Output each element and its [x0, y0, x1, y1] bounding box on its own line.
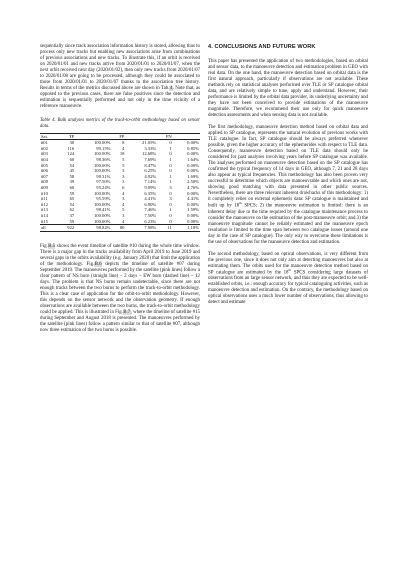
paragraph-bulk-processing [40, 44, 200, 110]
table-cell: 7.69% [144, 156, 157, 162]
table-cell: 0.85% [187, 145, 199, 151]
table-cell: 0 [169, 162, 172, 168]
table-cell: 6.35% [144, 190, 157, 196]
header-fp: FP [119, 133, 125, 139]
table-cell: 100.00% [94, 151, 111, 157]
table-cell: 1.64% [187, 156, 199, 162]
table-cell: 1.69% [187, 173, 199, 179]
table-cell: 60 [69, 156, 75, 162]
table-cell: #13 [41, 207, 48, 213]
table-cell: 100.00% [94, 201, 111, 207]
table-cell: 0 [169, 218, 172, 224]
table-cell: 98.31% [96, 173, 111, 179]
superscript: th [239, 201, 242, 205]
table-cell: 98.41% [96, 207, 111, 213]
table-cell: 21.05% [142, 140, 157, 146]
table-cell: 100.00% [94, 140, 111, 146]
superscript: th [288, 267, 292, 272]
table-cell: 0.00% [187, 168, 199, 174]
table-cell: 9.09% [144, 184, 157, 190]
table-cell: #01 [41, 140, 48, 146]
table-cell: 5 [122, 207, 125, 213]
table-cell: 1 [169, 145, 172, 151]
table-cell: 6.90% [144, 201, 157, 207]
table-cell: 1 [169, 207, 172, 213]
paragraph-conclusions-intro: This paper has presented the application of two methodologies, based on orbital and sensor data, to the manoeuvre detection and estimation problem in GEO with real data. On the one hand, the manoeuvre detection based on orbital data is the first natural approach, particularly if observations are not available. These methods rely on statistical analyses performed over TLE or SP catalogue orbital data, and are relatively simple to tune, apply and understand. However, their performance is limited by the orbital data provider, its underlying uncertainty and they have not been conceived to provide estimations of the manoeuvre magnitude. Therefore, we recommend their use only for quick manoeuvre detection assessments and when sensing data is not available. [208, 59, 368, 118]
table-cell: 3 [122, 173, 125, 179]
table-cell: 0.00% [187, 162, 199, 168]
left-column [40, 44, 200, 334]
table-cell: 8.47% [144, 162, 157, 168]
table-cell: 3 [169, 184, 172, 190]
table-cell: 4 [122, 145, 125, 151]
table-cell: 95.24% [96, 184, 111, 190]
table-cell: 1 [169, 173, 172, 179]
paragraph-text: SPCS considering large datasets of observations from an large sensor network, and thus they are expected to be well-established orbits, i.e.: enough accuracy for typical cataloguing activities, such as manoeuvre detection and estimation. On the contrary, the methodology based on optical observations uses a much lower number of observations, thus allowing to detect and estimate [208, 270, 368, 306]
table-cell: 0 [169, 151, 172, 157]
header-tp: TP [68, 133, 75, 139]
table-cell: 0.00% [187, 218, 199, 224]
table-cell: 62 [69, 207, 75, 213]
paragraph-text: sequentially since track association information history is stored, allowing thus to process only new tracks but enabling new associations arise from combinations of previous associations and new tracks. To illustrate this, if an orbit is received on 2020/01/01 and new tracks arrive from 2020/01/01 to 2020/01/07, when the next orbit received next day (2020/01/02), then only new tracks from 2020/01/07 to 2020/01/08 are going to be processed, although they could be associated to those from 2020/01/01 to 2020/01/07 thanks to the association tree history. Results in terms of the metrics discussed above are shown in Tab. [40, 44, 200, 91]
table-cell: 12.68% [142, 151, 157, 157]
table-cell: 0.00% [187, 151, 199, 157]
table-cell: #12 [41, 201, 48, 207]
section-heading: 4. CONCLUSIONS AND FUTURE WORK [208, 44, 316, 50]
header-tp-pct [75, 133, 111, 140]
table-cell: 39 [69, 179, 75, 185]
table-cell: 116 [67, 145, 75, 151]
footer-cell: 11 [167, 225, 172, 231]
table-cell: 30 [69, 140, 75, 146]
metrics-table [40, 133, 200, 232]
table-cell: #09 [41, 184, 48, 190]
table-cell: #11 [41, 196, 48, 202]
paragraph-second-methodology [208, 252, 368, 307]
header-fp-pct [125, 133, 157, 140]
table-cell: 0.00% [187, 190, 199, 196]
table-cell: 6.25% [144, 168, 157, 174]
table-cell: 100.00% [94, 168, 111, 174]
paragraph-text: . Note that, as opposed to the previous cases, there are false positives since the detection and estimation is sequentially performed and not only in the time vicinity of a reference manoeuvre. [40, 86, 200, 109]
table-cell: 0 [169, 168, 172, 174]
table-cell: 4.92% [144, 173, 157, 179]
paragraph-text: SPCS; 2) the manoeuvre estimation is limited: there is an inherent delay due to the time required by the catalogue maintenance process to consider the manoeuvre on the estimation of the post-manoeuvre orbit; and 3) the manoeuvre magnitude cannot be reliably estimated and the manoeuvre epoch resolution is limited to the time span between two catalogue issues (around one day in the case of SP catalogue). The only way to overcome these limitations is the use of observations for the manoeuvre detection and estimation. [208, 203, 368, 245]
paragraph-text: shows the event timeline of satellite #10 during the whole time window. There is a major gap in the tracks availability from April 2019 to June 2019 and several gaps in the orbits availability (e.g. January 2020) that limit the application of the methodology. Fig. [40, 243, 200, 267]
table-cell: 37 [69, 212, 75, 218]
table-cell: 3.33% [144, 145, 157, 151]
table-cell: #04 [41, 156, 48, 162]
table-cell: 0.00% [187, 140, 199, 146]
table-cell: 4 [122, 218, 125, 224]
table-cell: 124 [67, 151, 75, 157]
table-caption: Table 4. Bulk analyses metrics of the track-to-orbit methodology based on sensor data. [40, 118, 200, 129]
table-cell: 97.50% [96, 179, 111, 185]
table-cell: 4 [122, 201, 125, 207]
table-cell: 60 [69, 184, 75, 190]
table-cell: 98.36% [96, 156, 111, 162]
table-cell: 3 [122, 179, 125, 185]
table-cell: 65 [69, 196, 75, 202]
paragraph-text: , where the timeline of satellite #15 during September and August 2018 is presented. The manoeuvres performed by the satellite (pink lines) follow a pattern similar to that of satellite #07, although now three estimation of the two burns is possible. [40, 309, 200, 333]
table-cell: 1 [169, 179, 172, 185]
table-cell: #14 [41, 212, 48, 218]
table-cell: 0 [169, 190, 172, 196]
table-cell: 4.41% [144, 196, 157, 202]
table-body [40, 140, 200, 225]
table-cell: 100.00% [94, 218, 111, 224]
paragraph-text: Fig. [40, 243, 48, 249]
table-cell: 100.00% [94, 212, 111, 218]
figure-reference-link[interactable]: B.6 [94, 261, 102, 267]
header-sat: Sat. [41, 133, 49, 139]
table-cell: 4 [122, 190, 125, 196]
header-fn-pct [173, 133, 200, 140]
paragraph-text: The first methodology, manoeuvre detection method based on orbital data and applied to SP catalogue, represents the natural evolution of previous works with TLE catalogue. In fact, SP catalogue should be always preferred whenever possible, given the higher accuracy of the ephemerides with respect to TLE data. Consequently, manoeuvre detection based on TLE data should only be considered for past analyses involving years before SP catalogue was available. The analyses performed on manoeuvre detection based on the SP catalogue has confirmed the typical frequency of 14 days in GEO, although 7, 21 and 28 days also appear as typical frequencies. This methodology has also been proven very successful to determine which objects are manoeuvrable and which ones are not, showing good matching with data presented in other public sources. Nevertheless, there are three relevant inherent drawbacks of this methodology: 1) it completely relies on external ephemeris data: SP catalogue is maintained and built up by 18 [208, 125, 368, 209]
paragraph-text: depicts the timeline of satellite #07 during September 2019. The manoeuvres performed by the satellite (pink lines) follow a clear pattern of NS burn (straight line) – 2 days – EW burn (dashed line) – 12 days. The problem is that NS burns remain undetectable, since there are not enough tracks between the two burns to perform the track-to-orbit methodology. This is a clear case of application for the orbit-to-orbit methodology. However, this depends on the sensor network and the observation geometry. If enough observations are available between the two burns, the track-to-orbit methodology could be applied. This is illustrated in Fig. [40, 261, 200, 315]
header-fn: FN [165, 133, 172, 139]
paragraph-timeline-analysis [40, 244, 200, 334]
table-cell: #07 [41, 173, 48, 179]
paragraph-text: The second methodology, based on optical observations, is very different from the previous one, since it does not only aim at detecting manoeuvres but also at estimating them. The orbits used for the manoeuvre detection method based on SP catalogue are estimated by the 18 [208, 251, 368, 276]
right-column [208, 44, 368, 306]
table-cell: 45 [69, 168, 75, 174]
table-cell: 54 [69, 162, 75, 168]
figure-reference-link[interactable]: B.7 [123, 309, 131, 315]
table-cell: 59 [69, 218, 75, 224]
table-cell: 1.59% [187, 207, 199, 213]
figure-reference-link[interactable]: B.5 [48, 243, 56, 249]
table-cell: 99.15% [96, 145, 111, 151]
footer-cell: 7.98% [144, 225, 157, 231]
table-cell: #06 [41, 168, 48, 174]
table-cell: 3 [122, 196, 125, 202]
table-cell: #10 [41, 190, 48, 196]
table-cell: 58 [69, 173, 75, 179]
table-header-row [40, 133, 200, 140]
footer-cell: 1.18% [187, 225, 199, 231]
table-cell: 95.59% [96, 196, 111, 202]
table-cell: 0 [169, 140, 172, 146]
footer-cell: all [41, 225, 46, 231]
table-cell: 0.00% [187, 201, 199, 207]
table-cell: #03 [41, 151, 48, 157]
table-cell: 54 [69, 201, 75, 207]
table-cell: 100.00% [94, 162, 111, 168]
footer-cell: 98.82% [96, 225, 111, 231]
table-cell: 3 [122, 212, 125, 218]
table-cell: 100.00% [94, 190, 111, 196]
table-cell: 59 [69, 190, 75, 196]
table-cell: 7.46% [144, 207, 157, 213]
paragraph-first-methodology [208, 125, 368, 246]
table-cell: 2.50% [187, 179, 199, 185]
table-cell: 5 [122, 156, 125, 162]
table-cell: 4.41% [187, 196, 199, 202]
table-cell: 7.50% [144, 212, 157, 218]
table-cell: #05 [41, 162, 48, 168]
table-cell: 3 [169, 196, 172, 202]
table-reference-link[interactable]: 4 [169, 86, 173, 91]
table-cell: 0 [169, 201, 172, 207]
table-cell: #08 [41, 179, 48, 185]
table-cell: 4.76% [187, 184, 199, 190]
footer-cell: 80 [119, 225, 125, 231]
table-cell: 5 [122, 162, 125, 168]
table-cell: 0.00% [187, 212, 199, 218]
table-cell: 3 [122, 168, 125, 174]
table-cell: 6.23% [144, 218, 157, 224]
table-cell: 6 [122, 184, 125, 190]
table-footer-row [40, 225, 200, 232]
footer-cell: 922 [67, 225, 75, 231]
table-cell: 8 [122, 140, 125, 146]
table-cell: 18 [119, 151, 125, 157]
table-cell: #02 [41, 145, 48, 151]
table-cell: 7.14% [144, 179, 157, 185]
table-cell: 0 [169, 212, 172, 218]
table-cell: 1 [169, 156, 172, 162]
table-cell: #15 [41, 218, 48, 224]
